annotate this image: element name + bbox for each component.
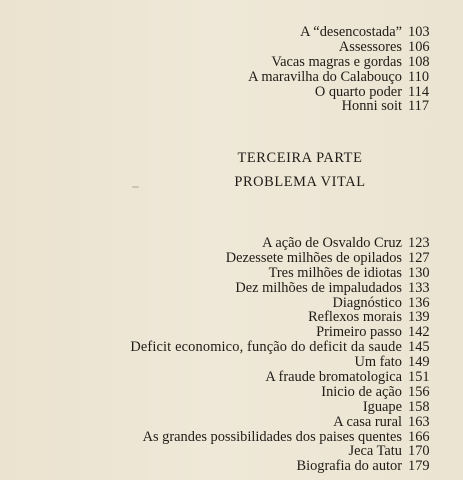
toc-entry — [0, 296, 463, 311]
toc-entry-page: 123 — [408, 235, 430, 251]
toc-entry — [0, 85, 463, 100]
toc-entry-title: Inicio de ação — [321, 383, 402, 400]
toc-entry-page: 156 — [408, 383, 430, 400]
toc-entry-page: 139 — [408, 309, 430, 326]
toc-entry-title: Jeca Tatu — [348, 443, 402, 460]
paper-speck — [132, 186, 139, 188]
toc-entry — [0, 40, 463, 55]
toc-entry-title: Dez milhões de impaludados — [235, 279, 402, 296]
part-label: TERCEIRA PARTE — [237, 150, 363, 166]
toc-entry-title: Deficit economico, função do deficit da saude — [130, 339, 402, 356]
toc-entry-page: 127 — [408, 249, 430, 266]
toc-entry — [0, 400, 463, 415]
toc-entry-title: Honni soit — [341, 98, 402, 115]
toc-part-three — [0, 236, 463, 474]
toc-entry — [0, 99, 463, 114]
part-title: PROBLEMA VITAL — [234, 174, 366, 190]
toc-entry — [0, 459, 463, 474]
toc-entry-page: 133 — [408, 279, 430, 296]
toc-entry — [0, 55, 463, 70]
toc-entry-title: Biografia do autor — [296, 458, 402, 475]
toc-entry — [0, 430, 463, 445]
toc-entry — [0, 444, 463, 459]
toc-entry — [0, 325, 463, 340]
toc-entry-page: 151 — [408, 369, 430, 386]
toc-part-two-tail — [0, 25, 463, 114]
toc-entry — [0, 310, 463, 325]
toc-entry — [0, 415, 463, 430]
toc-entry-title: Reflexos morais — [308, 309, 402, 326]
toc-entry-title: As grandes possibilidades dos paises quentes — [142, 428, 402, 445]
toc-entry-title: Primeiro passo — [316, 324, 402, 341]
toc-entry-title: Vacas magras e gordas — [271, 53, 402, 70]
toc-entry — [0, 355, 463, 370]
toc-entry-title: Iguape — [362, 398, 402, 415]
toc-entry-title: Diagnóstico — [332, 294, 402, 311]
toc-entry-page: 106 — [408, 38, 430, 55]
toc-entry — [0, 70, 463, 85]
toc-entry — [0, 385, 463, 400]
toc-entry-title: A maravilha do Calabouço — [248, 68, 402, 85]
toc-entry-page: 114 — [408, 83, 430, 100]
toc-entry-title: Assessores — [338, 38, 402, 55]
toc-entry-page: 136 — [408, 294, 430, 311]
toc-entry-page: 142 — [408, 324, 430, 341]
toc-entry — [0, 266, 463, 281]
toc-entry-title: Um fato — [354, 354, 402, 371]
toc-entry — [0, 281, 463, 296]
toc-entry — [0, 340, 463, 355]
toc-entry-title: A casa rural — [333, 413, 402, 430]
toc-entry-title: O quarto poder — [314, 83, 402, 100]
toc-entry-page: 117 — [408, 98, 430, 115]
toc-entry-title: Dezessete milhões de opilados — [225, 249, 402, 266]
toc-entry — [0, 25, 463, 40]
toc-entry-page: 130 — [408, 264, 430, 281]
toc-entry-page: 158 — [408, 398, 430, 415]
toc-entry-title: A ação de Osvaldo Cruz — [262, 235, 402, 251]
toc-entry-title: Tres milhões de idiotas — [268, 264, 402, 281]
toc-entry-page: 110 — [408, 68, 430, 85]
toc-entry-page: 166 — [408, 428, 430, 445]
toc-entry-page: 145 — [408, 339, 430, 356]
toc-entry-page: 170 — [408, 443, 430, 460]
toc-entry — [0, 236, 463, 251]
toc-entry — [0, 370, 463, 385]
toc-entry-title: A “desencostada” — [300, 24, 402, 40]
toc-entry-page: 108 — [408, 53, 430, 70]
toc-entry-title: A fraude bromatologica — [265, 369, 402, 386]
toc-entry-page: 103 — [408, 24, 430, 40]
toc-entry-page: 179 — [408, 458, 430, 475]
toc-entry — [0, 251, 463, 266]
toc-entry-page: 163 — [408, 413, 430, 430]
toc-entry-page: 149 — [408, 354, 430, 371]
